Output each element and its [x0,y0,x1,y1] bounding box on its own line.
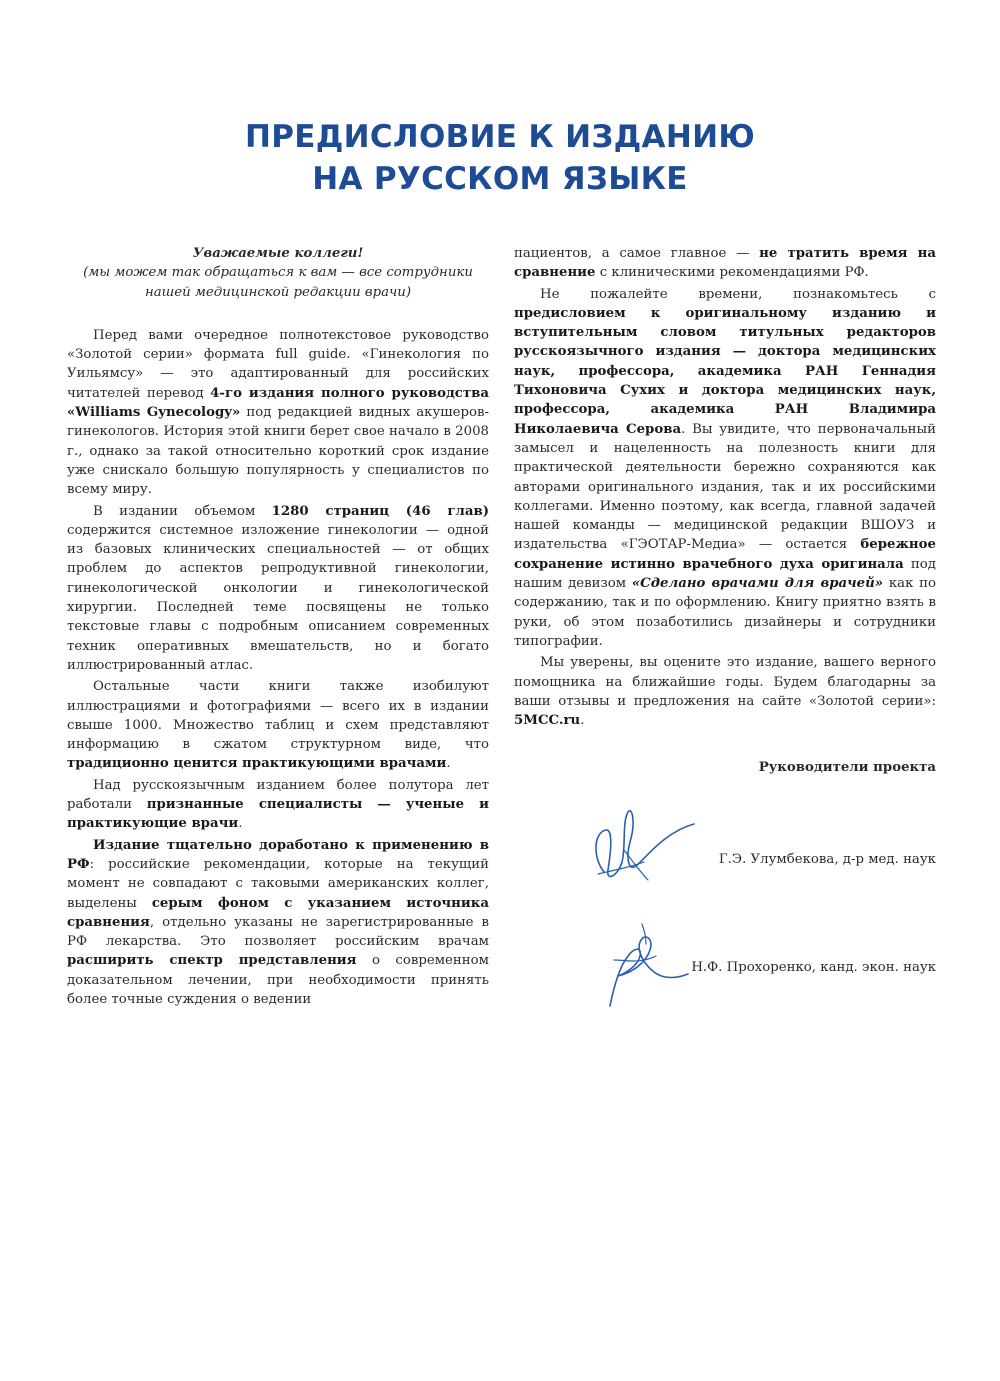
greeting-note-line-1: (мы можем так обращаться к вам — все сотрудники [83,265,473,281]
title-line-2: НА РУССКОМ ЯЗЫКЕ [312,161,688,197]
signer-1-name: Г.Э. Улумбекова, д-р мед. наук [718,851,936,867]
left-column [67,244,489,1009]
signature-row-1 [514,802,936,912]
greeting-note-line-2: нашей медицинской редакции врачи) [144,284,412,300]
project-leaders-label: Руководители проекта [758,760,936,776]
greeting [67,244,489,302]
signer-2-name: Н.Ф. Прохоренко, канд. экон. наук [691,959,936,975]
paragraph: Не пожалейте времени, познакомьтесь с предисловием к оригинальному изданию и вступительным словом титульных редакторов русскоязычного издания — доктора медицинских наук, профессора, академика РАН Геннадия Тихоновича Сухих и доктора медицинских наук, профессора, академика РАН Владимира Николаевича Серова. Вы увидите, что первоначальный замысел и нацеленность на полезность книги для практической деятельности бережно сохраняются как авторами оригинального издания, так и их российскими коллегами. Именно поэтому, как всегда, главной задачей нашей команды — медицинской редакции ВШОУЗ и издательства «ГЭОТАР-Медиа» — остается бережное сохранение истинно врачебного духа оригинала под нашим девизом «Сделано врачами для врачей» как по содержанию, так и по оформлению. Книгу приятно взять в руки, об этом позаботились дизайнеры и сотрудники типографии. [514,286,936,649]
paragraph: Мы уверены, вы оцените это издание, вашего верного помощника на ближайшие годы. Будем благодарны за ваши отзывы и предложения на сайте «Золотой серии»: 5MCC.ru. [514,655,936,729]
signature-1 [584,802,704,902]
paragraph: Издание тщательно доработано к применению в РФ: российские рекомендации, которые на текущий момент не совпадают с таковыми американских коллег, выделены серым фоном с указанием источника сравнения, отдельно указаны не зарегистрированные в РФ лекарства. Это позволяет российским врачам расширить спектр представления о современном доказательном лечении, при необходимости принять более точные суждения о ведении [67,837,489,1007]
paragraph: Перед вами очередное полнотекстовое руководство «Золотой серии» формата full guide. «Гинекология по Уильямсу» — это адаптированный для российских читателей перевод 4-го издания полного руководства «Williams Gynecology» под редакцией видных акушеров-гинекологов. История этой книги берет свое начало в 2008 г., однако за такой относительно короткий срок издание уже снискало большую популярность у специалистов по всему миру. [67,327,489,498]
signature-2 [584,916,704,1016]
signature-row-2 [514,916,936,1026]
right-column [514,244,936,1026]
paragraph: Остальные части книги также изобилуют иллюстрациями и фотографиями — всего их в издании свыше 1000. Множество таблиц и схем представляют информацию в сжатом структурном виде, что традиционно ценится практикующими врачами. [67,679,489,772]
paragraph: пациентов, а самое главное — не тратить время на сравнение с клиническими рекомендациями РФ. [514,246,936,281]
site-link[interactable]: 5MCC.ru [514,713,581,729]
title-line-1: ПРЕДИСЛОВИЕ К ИЗДАНИЮ [244,119,756,155]
page-title [0,116,1000,200]
greeting-salute: Уважаемые коллеги! [192,246,364,261]
paragraph: Над русскоязычным изданием более полутора лет работали признанные специалисты — ученые и практикующие врачи. [67,777,489,832]
paragraph: В издании объемом 1280 страниц (46 глав) содержится системное изложение гинекологии — одной из базовых клинических специальностей — от общих проблем до аспектов репродуктивной гинекологии, гинекологической онкологии и гинекологической хирургии. Последней теме посвящены не только текстовые главы с подробным описанием современных техник оперативных вмешательств, но и богато иллюстрированный атлас. [67,503,489,673]
